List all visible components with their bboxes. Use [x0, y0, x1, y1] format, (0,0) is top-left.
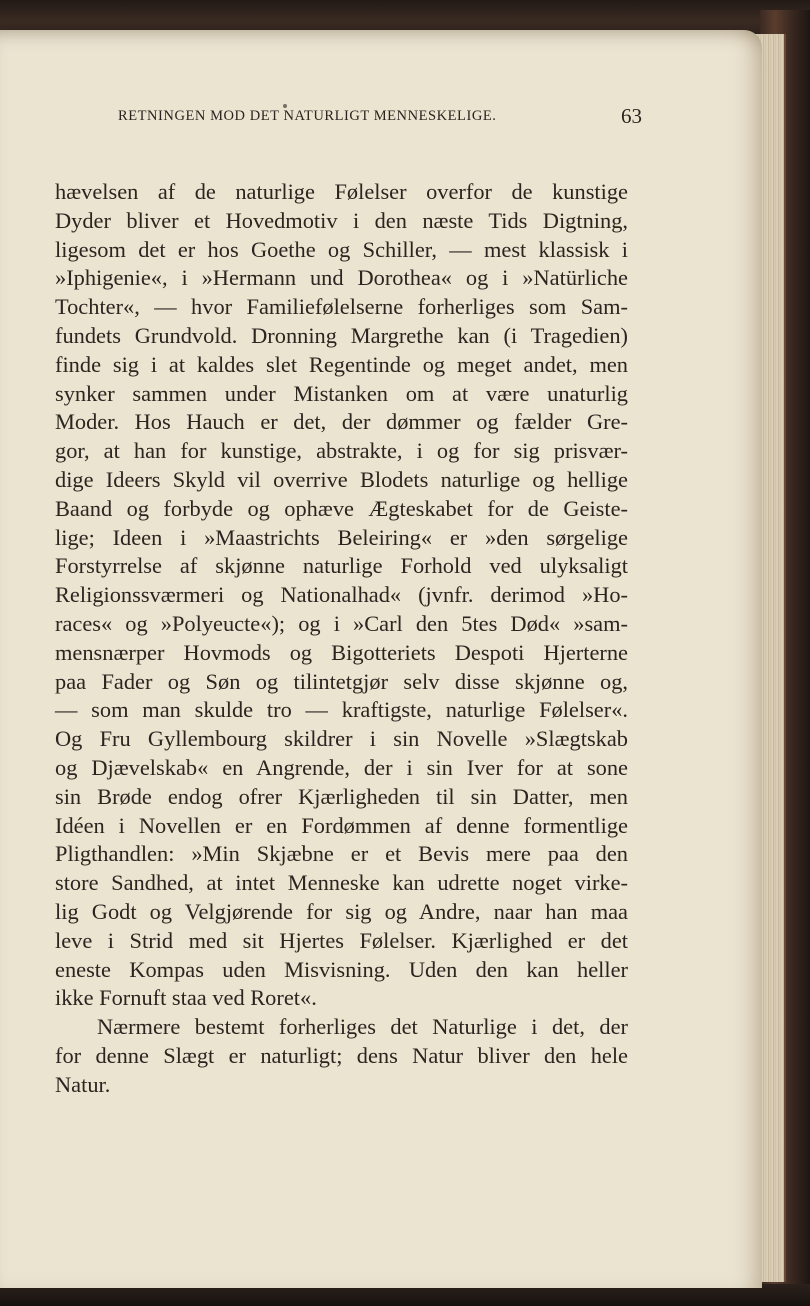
text-line: Natur. — [55, 1071, 111, 1097]
running-head — [112, 104, 642, 128]
text-line: paa Fader og Søn og tilintetgjør selv disse skjønne og, — [55, 668, 628, 694]
text-line: Baand og forbyde og ophæve Ægteskabet for de Geiste- — [55, 495, 628, 521]
running-title: RETNINGEN MOD DET NATURLIGT MENNESKELIGE. — [118, 108, 497, 124]
text-line: hævelsen af de naturlige Følelser overfor de kunstige — [55, 179, 628, 204]
text-line: Moder. Hos Hauch er det, der dømmer og fælder Gre- — [55, 409, 628, 435]
text-line: synker sammen under Mistanken om at være unaturlig — [55, 380, 628, 406]
text-line: lige; Ideen i »Maastrichts Beleiring« er »den sørgelige — [55, 524, 628, 550]
paragraph-2 — [55, 1013, 628, 1099]
text-line: gor, at han for kunstige, abstrakte, i og for sig prisvær- — [55, 438, 628, 464]
text-line: lig Godt og Velgjørende for sig og Andre, naar han maa — [55, 898, 628, 924]
text-line: races« og »Polyeucte«); og i »Carl den 5tes Død« »sam- — [55, 610, 628, 636]
paragraph-1 — [55, 178, 628, 1013]
text-line: Pligthandlen: »Min Skjæbne er et Bevis mere paa den — [55, 841, 628, 867]
text-line: Dyder bliver et Hovedmotiv i den næste Tids Digtning, — [55, 207, 628, 233]
text-line: Nærmere bestemt forherliges det Naturlige i det, der — [97, 1014, 628, 1040]
text-line: sin Brøde endog ofrer Kjærligheden til sin Datter, men — [55, 783, 628, 809]
text-line: — som man skulde tro — kraftigste, naturlige Følelser«. — [55, 697, 628, 723]
page-number: 63 — [621, 104, 642, 128]
text-line: ligesom det er hos Goethe og Schiller, — mest klassisk i — [55, 236, 628, 262]
text-line: dige Ideers Skyld vil overrive Blodets naturlige og hellige — [55, 466, 628, 492]
text-line: Idéen i Novellen er en Fordømmen af denne formentlige — [55, 812, 628, 838]
text-line: Forstyrrelse af skjønne naturlige Forhold ved ulyksaligt — [55, 553, 628, 579]
text-line: eneste Kompas uden Misvisning. Uden den kan heller — [55, 956, 628, 982]
text-line: mensnærper Hovmods og Bigotteriets Despoti Hjerterne — [55, 639, 628, 665]
text-line: »Iphigenie«, i »Hermann und Dorothea« og i »Natürliche — [55, 265, 628, 291]
text-line: finde sig i at kaldes slet Regentinde og meget andet, men — [55, 351, 628, 377]
text-line: leve i Strid med sit Hjertes Følelser. Kjærlighed er det — [55, 927, 628, 953]
body-text — [55, 178, 628, 1100]
text-line: Og Fru Gyllembourg skildrer i sin Novelle »Slægtskab — [55, 726, 628, 752]
text-line: fundets Grundvold. Dronning Margrethe kan (i Tragedien) — [55, 322, 628, 348]
text-line: Religionssværmeri og Nationalhad« (jvnfr. derimod »Ho- — [55, 582, 628, 608]
text-line: og Djævelskab« en Angrende, der i sin Iver for at sone — [55, 754, 628, 780]
text-line: store Sandhed, at intet Menneske kan udrette noget virke- — [55, 870, 628, 896]
text-line: for denne Slægt er naturligt; dens Natur bliver den hele — [55, 1042, 628, 1068]
text-line: Tochter«, — hvor Familiefølelserne forherliges som Sam- — [55, 294, 628, 320]
text-line: ikke Fornuft staa ved Roret«. — [55, 985, 317, 1011]
